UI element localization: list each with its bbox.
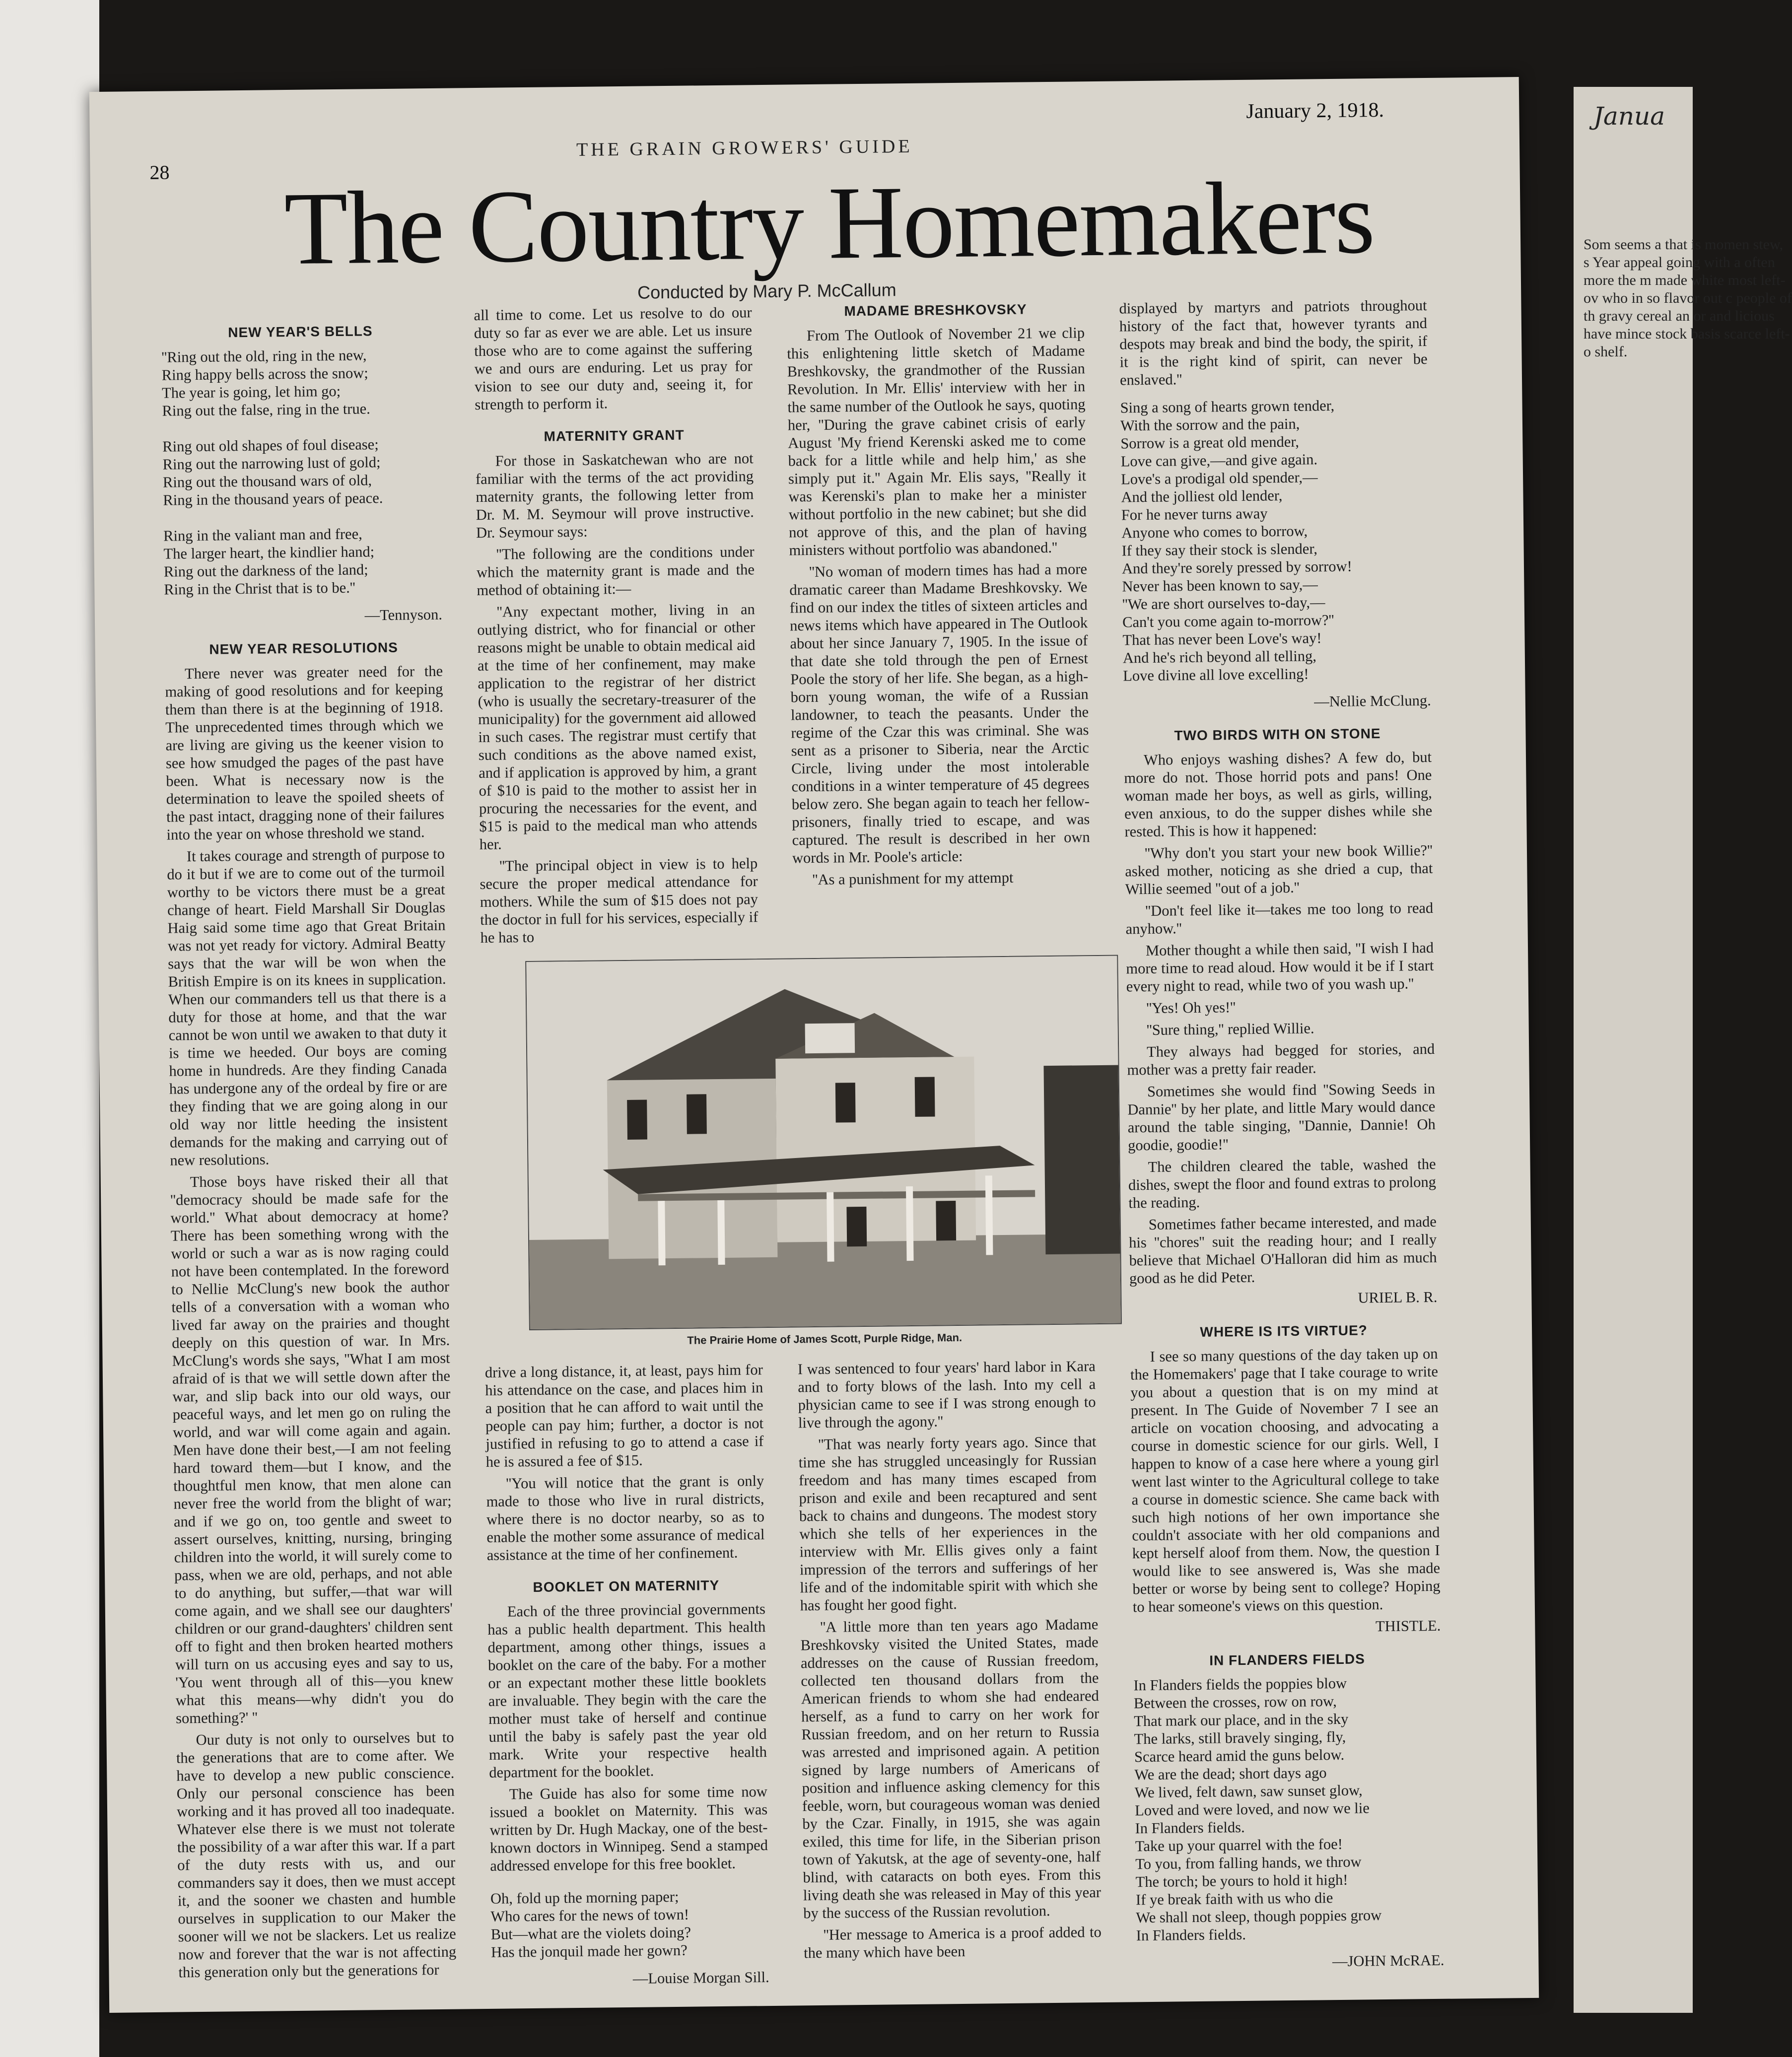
- paragraph: Our duty is not only to ourselves but to the generations that are to come after. We have to develop a new public conscience. Only our personal conscience has been working and it has proved all too inadequate. Whatever else there is we must not tolerate the possibility of a war after this war. If a part of the duty rests with us, and our commanders say it does, then we must accept it, and the sooner we chasten and humble ourselves in supplication to our Maker the sooner will we not be slackers. Let us realize now and forever that the war is not affecting this generation only but the generations for: [176, 1728, 457, 1981]
- paragraph: Those boys have risked their all that ''democracy should be made safe for the world.'' What about democracy at home? There has been something wrong with the world or such a war as is now raging could not have been contemplated. In the foreword to Nellie McClung's new book the author tells of a conversation with a woman who lived far away on the prairies and thought deeply on this question of war. In Mrs. McClung's words she says, ''What I am most afraid of is that we will settle down after the war, and slip back into our old ways, our peaceful ways, and let men go on ruling the world, and war will come again and again. Men have done their best,—I am not feeling hard toward them—but I know, and the thoughtful men know, that men alone can never free the world from the blight of war; and if we go on, too gentle and sweet to assert ourselves, knitting, nursing, bringing children into the world, it will surely come to pass, when we are old, perhaps, and not able to do anything, but suffer,—that war will come again, and we shall see our daughters' children or our grand-daughters' children sent off to fight and then broken hearted mothers will turn on us accusing eyes and say to us, 'You went through all of this—you knew what this means—why didn't you do something?' '': [170, 1170, 454, 1727]
- paragraph: The Guide has also for some time now issued a booklet on Maternity. This was written by Dr. Hugh Mackay, one of the best-known doctors in Winnipeg. Send a stamped addressed envelope for this free booklet.: [489, 1783, 768, 1874]
- paragraph: Who enjoys washing dishes? A few do, but more do not. Those horrid pots and pans! One woman made her boys, as well as girls, willing, even anxious, to do the supper dishes while she rested. This is how it happened:: [1124, 748, 1433, 840]
- poem-in-flanders-fields: In Flanders fields the poppies blow Between the crosses, row on row, That mark our place, and in the sky The larks, still bravely singing, fly, Scarce heard amid the guns below. We are the dead; short days ago We lived, felt dawn, saw sunset glow, Loved and were loved, and now we lie In Flanders fields. Take up your quarrel with the foe! To you, from falling hands, we throw The torch; be yours to hold it high! If ye break faith with us who die We shall not sleep, though poppies grow In Flanders fields.: [1133, 1674, 1382, 1944]
- house-illustration: [526, 956, 1121, 1329]
- paragraph: drive a long distance, it, at least, pays him for his attendance on the case, and places him in a position that he can afford to wait until the people can pay him; further, a doctor is not justified in refusing to go to attend a case if he is assured a fee of $15.: [484, 1361, 764, 1470]
- heading-booklet-on-maternity: BOOKLET ON MATERNITY: [533, 1577, 720, 1595]
- column-2-upper: [474, 303, 758, 951]
- paragraph: Sometimes she would find ''Sowing Seeds in Dannie'' by her plate, and little Mary would dance around the table singing, ''Dannie, Dannie! Oh goodie, goodie!'': [1127, 1080, 1436, 1154]
- paragraph: For those in Saskatchewan who are not familiar with the terms of the act providing maternity grants, the following letter from Dr. M. M. Seymour will prove instructive. Dr. Seymour says:: [475, 450, 754, 542]
- signature-thistle: THISTLE.: [1375, 1617, 1441, 1635]
- heading-new-year-resolutions: NEW YEAR RESOLUTIONS: [209, 639, 398, 657]
- paragraph: ''The principal object in view is to help secure the proper medical attendance for mothers. While the sum of $15 does not pay the doctor in full for his services, especially if he has to: [480, 855, 758, 947]
- paragraph: ''Any expectant mother, living in an outlying district, who for financial or other reasons might be unable to obtain medical aid at the time of her confinement, may make application to the registrar of her district (who is usually the secretary-treasurer of the municipality) for the government aid allowed in such cases. The registrar must certify that such conditions as the above named exist, and if application is approved by him, a grant of $10 is paid to the mother to assist her in procuring the necessaries for the event, and $15 is paid to the medical man who attends her.: [477, 601, 758, 853]
- paragraph: ''No woman of modern times has had a more dramatic career than Madame Breshkovsky. We find on our index the titles of sixteen articles and news items which have appeared in The Outlook about her since January 7, 1905. In the issue of that date she told through the pen of Ernest Poole the story of her life. She began, as a high-born young woman, the wife of a Russian landowner, to teach the peasants. Under the regime of the Czar this was criminal. She was sent as a prisoner to Siberia, near the Arctic Circle, living under the most intolerable conditions in a winter temperature of 45 degrees below zero. She began again to teach her fellow-prisoners, finally tried to escape, and was captured. The result is described in her own words in Mr. Poole's article:: [789, 560, 1090, 867]
- column-4: [1119, 296, 1444, 1976]
- adjacent-page-text: Som seems a that is momen stew, s Year appeal going with a often more the m made white most left-ov who in so flavor out c people of th gravy cereal an or and licious have mince stock basis scarce left-o shelf.: [1584, 236, 1792, 360]
- left-margin: [0, 0, 99, 2057]
- paragraph: I was sentenced to four years' hard labor in Kara and to forty blows of the lash. Into my cell a physician came to see if I was strong enough to live through the agony.'': [797, 1358, 1096, 1432]
- paragraph: They always had begged for stories, and mother was a pretty fair reader.: [1127, 1040, 1435, 1079]
- heading-two-birds-with-on-stone: TWO BIRDS WITH ON STONE: [1174, 726, 1381, 744]
- paragraph: Sometimes father became interested, and made his ''chores'' suit the reading hour; and I really believe that Michael O'Halloran did him as much good as he did Peter.: [1129, 1213, 1437, 1287]
- signature-uriel: URIEL B. R.: [1358, 1288, 1438, 1306]
- paragraph: From The Outlook of November 21 we clip this enlightening little sketch of Madame Breshkovsky, the grandmother of the Russian Revolution. In Mr. Ellis' interview with her in the same number of the Outlook he says, quoting her, ''During the grave cabinet crisis of early August 'My friend Kerenski asked me to come back for a little while and help him,' as she simply put it.'' Again Mr. Elis says, ''Really it was Kerenski's plan to make her a minister without portfolio in the new cabinet; but she did not approve of this, and the plan of having ministers without portfolio was abandoned.'': [787, 324, 1087, 559]
- paragraph: ''That was nearly forty years ago. Since that time she has struggled unceasingly for Russian freedom and has many times escaped from prison and exile and been recaptured and sent back to chains and dungeons. The modest story which she tells of her experiences in the interview with Mr. Ellis gives only a faint impression of the terrors and sufferings of her life and of the indomitable spirit with which she has fought her good fight.: [798, 1433, 1098, 1614]
- paragraph: displayed by martyrs and patriots throughout history of the fact that, however tyrants and despots may break and bind the body, the spirit, if it is the right kind of spirit, can never be enslaved.'': [1119, 296, 1428, 389]
- column-2-lower: [485, 1361, 769, 1993]
- signature-nellie-mcclung: —Nellie McClung.: [1314, 691, 1431, 710]
- paragraph: Mother thought a while then said, ''I wish I had more time to read aloud. How would it be if I start every night to read, while two of you wash up.'': [1126, 939, 1434, 995]
- adjacent-page: [1574, 87, 1792, 2013]
- signature-john-mcrae: —JOHN McRAE.: [1332, 1951, 1445, 1970]
- paragraph: ''Yes! Oh yes!'': [1146, 999, 1236, 1017]
- adjacent-page-date: Janua: [1593, 102, 1665, 131]
- paragraph: ''The following are the conditions under which the maternity grant is made and the method of obtaining it:—: [476, 543, 755, 599]
- paragraph: ''A little more than ten years ago Madame Breshkovsky visited the United States, made addresses on the cause of Russian freedom, collected ten thousand dollars from the American friends to whom she had endeared herself, as a fund to carry on her work for Russian freedom, and on her return to Russia was arrested and imprisoned again. A petition signed by large numbers of Americans of position and influence asking clemency for this feeble, worn, but courageous woman was denied by the Czar. Finally, in 1915, she was again exiled, this time for life, in the Siberian prison town of Yakutsk, at the age of seventy-one, half blind, with cataracts on both eyes. From this living death she was released in May of this year by the success of the Russian revolution.: [800, 1616, 1102, 1922]
- heading-in-flanders-fields: IN FLANDERS FIELDS: [1209, 1651, 1365, 1668]
- column-3-upper: [786, 300, 1090, 892]
- paragraph: ''Don't feel like it—takes me too long to read anyhow.'': [1125, 899, 1434, 938]
- paragraph: ''Why don't you start your new book Willie?'' asked mother, noticing as she dried a cup, that Willie seemed ''out of a job.'': [1125, 841, 1433, 898]
- page-number: 28: [149, 161, 170, 184]
- photo-caption: The Prairie Home of James Scott, Purple Ridge, Man.: [687, 1331, 963, 1347]
- paragraph: ''As a punishment for my attempt: [812, 869, 1014, 889]
- column-1: [161, 307, 456, 1986]
- heading-maternity-grant: MATERNITY GRANT: [544, 427, 685, 444]
- signature-tennyson: —Tennyson.: [364, 606, 443, 624]
- column-3-lower: [798, 1357, 1102, 1966]
- paragraph: ''Sure thing,'' replied Willie.: [1146, 1020, 1314, 1038]
- paragraph: It takes courage and strength of purpose to do it but if we are to come out of the turmoil worthy to be victors there must be a great change of heart. Field Marshall Sir Douglas Haig said some time ago that Great Britain was not yet ready for victory. Admiral Beatty says that the war will be won when the British Empire is on its knees in supplication. When our commanders tell us that there is a duty for those at home, and that the war cannot be won until we awaken to that duty it is time we heeded. Our boys are coming home in hundreds. Are they finding Canada has undergone any of the ordeal by fire or are they finding that we are going along in our old way nor little heeding the insistent demands for the making and carrying out of new resolutions.: [167, 845, 448, 1169]
- heading-where-is-its-virtue: WHERE IS ITS VIRTUE?: [1200, 1322, 1368, 1340]
- paragraph: ''Her message to America is a proof added to the many which have been: [803, 1923, 1102, 1962]
- paragraph: I see so many questions of the day taken up on the Homemakers' page that I take courage to write you about a question that is on my mind at present. In The Guide of November 7 I see an article on vocation choosing, and advocating a course in domestic science for our girls. Well, I happen to know of a case here where a young girl went last winter to the Agricultural college to take a course in domestic science. She came back with such high notions of her own importance she couldn't associate with her old companions and kept herself aloof from them. Now, the question I would like to see answered is, Was she made better or worse by being sent to college? Hoping to hear someone's views on this question.: [1130, 1345, 1441, 1616]
- heading-new-years-bells: NEW YEAR'S BELLS: [228, 323, 373, 341]
- page-title: The Country Homemakers: [283, 160, 1375, 287]
- issue-date: January 2, 1918.: [1246, 98, 1384, 123]
- paragraph: Each of the three provincial governments has a public health department. This health department, among other things, issues a booklet on the care of the baby. For a mother or an expectant mother these little booklets are invaluable. They begin with the care the mother must take of herself and continue until the baby is safely past the year old mark. Write your respective health department for the booklet.: [487, 1600, 767, 1781]
- publication-name: THE GRAIN GROWERS' GUIDE: [576, 136, 913, 160]
- poem-song-of-hearts: Sing a song of hearts grown tender, With the sorrow and the pain, Sorrow is a great old mender, Love can give,—and give again. Love's a prodigal old spender,— And the jolliest old lender, For he never turns away Anyone who comes to borrow, If they say their stock is slender, And they're sorely pressed by sorrow! Never has been known to say,— ''We are short ourselves to-day,— Can't you come again to-morrow?'' That has never been Love's way! And he's rich beyond all telling, Love divine all love excelling!: [1120, 397, 1352, 685]
- poem-morning-paper: Oh, fold up the morning paper; Who cares for the news of town! But—what are the violets doing? Has the jonquil made her gown?: [490, 1888, 691, 1961]
- poem-new-years-bells: ''Ring out the old, ring in the new, Ring happy bells across the snow; The year is going, let him go; Ring out the false, ring in the true. Ring out old shapes of foul disease; Ring out the narrowing lust of gold; Ring out the thousand wars of old, Ring in the thousand years of peace. Ring in the valiant man and free, The larger heart, the kindlier hand; Ring out the darkness of the land; Ring in the Christ that is to be.'': [161, 346, 383, 598]
- paragraph: The children cleared the table, washed the dishes, swept the floor and found extras to prolong the reading.: [1128, 1155, 1437, 1212]
- heading-madame-breshkovsky: MADAME BRESHKOVSKY: [844, 301, 1027, 319]
- newspaper-page: [89, 77, 1539, 2013]
- house-photo: [525, 955, 1122, 1330]
- signature-louise-morgan-sill: —Louise Morgan Sill.: [632, 1969, 769, 1987]
- paragraph: ''You will notice that the grant is only made to those who live in rural districts, where there is no doctor nearby, so as to enable the mother some assurance of medical assistance at the time of her confinement.: [486, 1472, 765, 1564]
- paragraph: all time to come. Let us resolve to do our duty so far as ever we are able. Let us insure those who are to come against the suffering we and ours are enduring. Let us pray for vision to see our duty and, seeing it, for strength to perform it.: [474, 304, 753, 413]
- paragraph: There never was greater need for the making of good resolutions and for keeping them than there is at the beginning of 1918. The unprecedented times through which we are living are giving us the keener vision to see how smudged the pages of the past have been. What is necessary now is the determination to leave the spoiled sheets of the past intact, dragging none of their failures into the year on whose threshold we stand.: [165, 662, 445, 843]
- byline: Conducted by Mary P. McCallum: [637, 279, 896, 303]
